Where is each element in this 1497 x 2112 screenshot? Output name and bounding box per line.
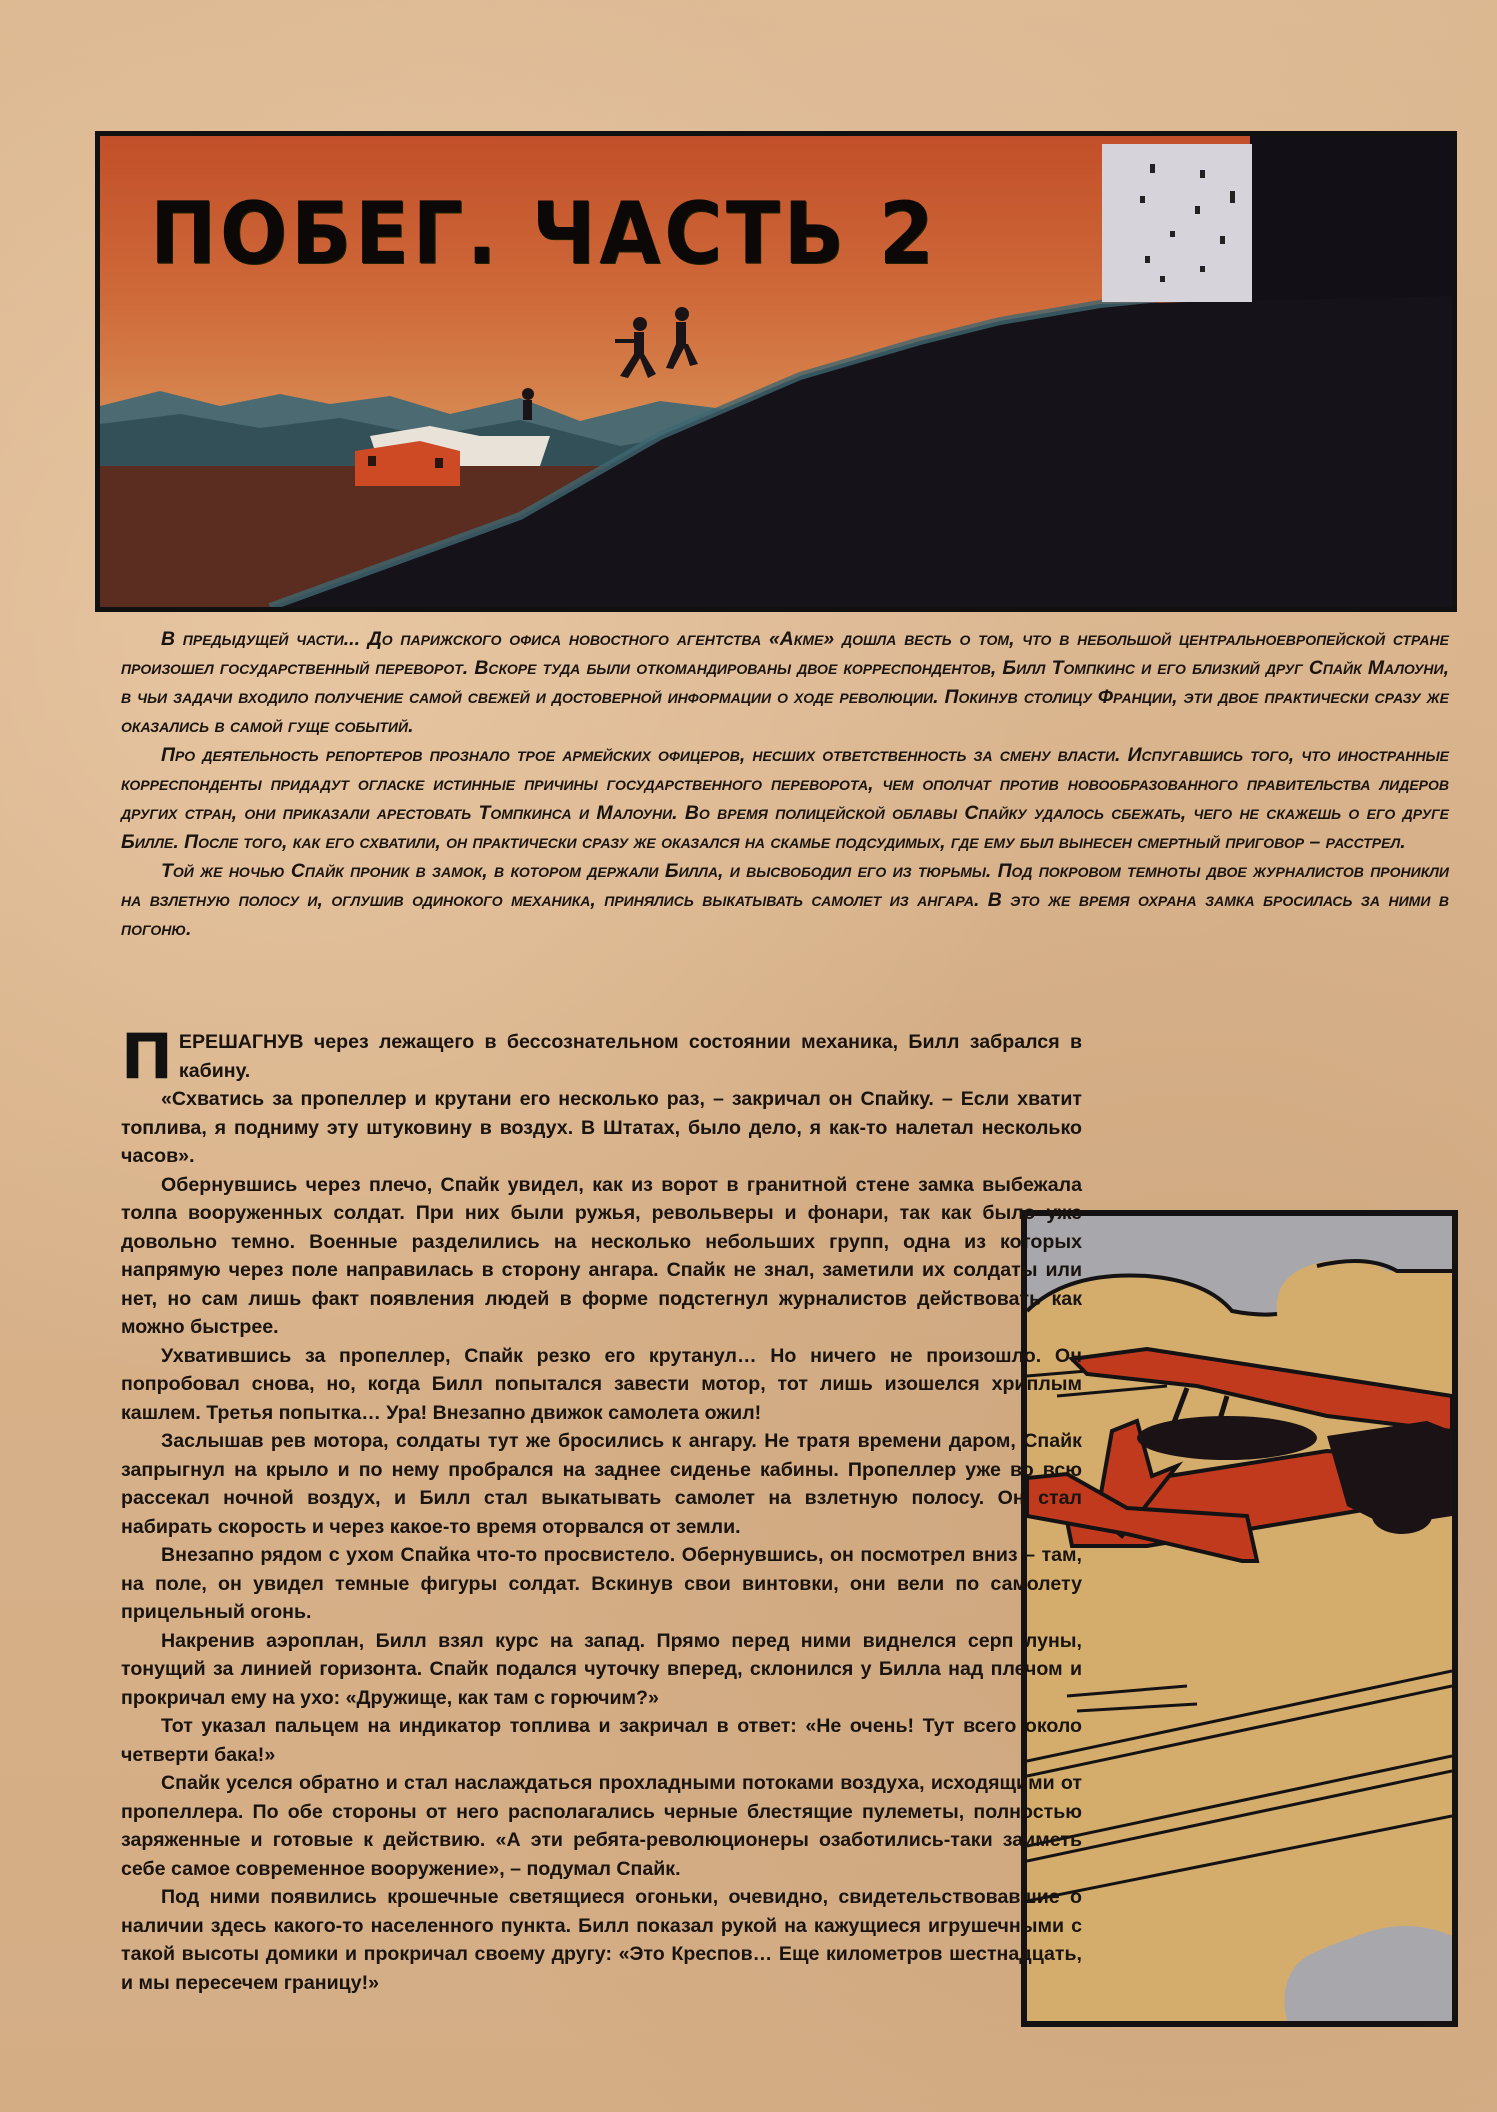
story-paragraph: Под ними появились крошечные светящиеся огоньки, очевидно, свидетельствовавшие о наличии здесь какого-то населенного пункта. Билл показал рукой на кажущиеся игрушечными с такой высоты домики и прокричал своему другу: «Это Креспов… Еще километров шестнадцать, и мы пересечем границу!» [121, 1886, 1082, 1994]
story-body [121, 1020, 1449, 2028]
summary-paragraph: Про деятельность репортеров прознало трое армейских офицеров, несших ответственность за смену власти. Испугавшись того, что иностранные корреспонденты придадут огласке истинные причины государственного переворота, чем ополчат против новообразованного правительства лидеров других стран, они приказали арестовать Томпкинса и Малоуни. Во время полицейской облавы Спайку удалось сбежать, чего не скажешь о его друге Билле. После того, как его схватили, он практически сразу же оказался на скамье подсудимых, где ему был вынесен смертный приговор – расстрел. [121, 744, 1449, 853]
header-banner [95, 131, 1457, 612]
summary-paragraph: Той же ночью Спайк проник в замок, в котором держали Билла, и высвободил его из тюрьмы. Под покровом темноты двое журналистов проникли на взлетную полосу и, оглушив одинокого механика, принялись выкатывать самолет из ангара. В это же время охрана замка бросилась за ними в погоню. [121, 860, 1449, 940]
story-paragraph: Тот указал пальцем на индикатор топлива и закричал в ответ: «Не очень! Тут всего около четверти бака!» [121, 1715, 1082, 1766]
previously-summary [121, 625, 1449, 944]
castle-tower [1102, 144, 1252, 302]
story-paragraph: Заслышав рев мотора, солдаты тут же бросились к ангару. Не тратя времени даром, Спайк запрыгнул на крыло и по нему пробрался на заднее сиденье кабины. Пропеллер уже во всю рассекал ночной воздух, и Билл стал выкатывать самолет на взлетную полосу. Он стал набирать скорость и через какое-то время оторвался от земли. [121, 1430, 1082, 1538]
story-paragraph: «Схватись за пропеллер и крутани его несколько раз, – закричал он Спайку. – Если хватит топлива, я подниму эту штуковину в воздух. В Штатах, было дело, я как-то налетал несколько часов». [121, 1088, 1082, 1167]
story-paragraph: Спайк уселся обратно и стал наслаждаться прохладными потоками воздуха, исходящими от пропеллера. По обе стороны от него располагались черные блестящие пулеметы, полностью заряженные и готовые к действию. «А эти ребята-революционеры озаботились-таки заиметь себе самое современное вооружение», – подумал Спайк. [121, 1772, 1082, 1880]
story-title: ПОБЕГ. ЧАСТЬ 2 [150, 184, 938, 284]
story-paragraph: Накренив аэроплан, Билл взял курс на запад. Прямо перед ними виднелся серп луны, тонущий за линией горизонта. Спайк подался чуточку вперед, склонился у Билла над плечом и прокричал ему на ухо: «Дружище, как там с горючим?» [121, 1629, 1082, 1709]
summary-paragraph: В предыдущей части... До парижского офиса новостного агентства «Акме» дошла весть о том, что в небольшой центральноевропейской стране произошел государственный переворот. Вскоре туда были откомандированы двое корреспондентов, Билл Томпкинс и его близкий друг Спайк Малоуни, в чьи задачи входило получение самой свежей и достоверной информации о ходе революции. Покинув столицу Франции, эти двое практически сразу же оказались в самой гуще событий. [121, 628, 1450, 737]
drop-cap: П [121, 1020, 173, 1093]
illustration-float-spacer [1104, 1208, 1449, 2028]
story-paragraph [121, 1020, 1449, 1093]
story-paragraph: Обернувшись через плечо, Спайк увидел, как из ворот в гранитной стене замка выбежала толпа вооруженных солдат. При них были ружья, револьверы и фонари, так как было уже довольно темно. Военные разделились на несколько небольших групп, одна из которых напрямую через поле направилась в сторону ангара. Спайк не знал, заметили их солдаты или нет, но сам лишь факт появления людей в форме подстегнул журналистов действовать как можно быстрее. [121, 1173, 1082, 1338]
story-paragraph: Ухватившись за пропеллер, Спайк резко его крутанул… Но ничего не произошло. Он попробовал снова, но, когда Билл попытался завести мотор, тот лишь изошелся хриплым кашлем. Третья попытка… Ура! Внезапно движок самолета ожил! [121, 1344, 1082, 1424]
story-paragraph: Внезапно рядом с ухом Спайка что-то просвистело. Обернувшись, он посмотрел вниз – там, на поле, он увидел темные фигуры солдат. Вскинув свои винтовки, они вели по самолету прицельный огонь. [121, 1544, 1082, 1623]
first-paragraph-text: ЕРЕШАГНУВ через лежащего в бессознательном состоянии механика, Билл забрался в кабину. [178, 1031, 1082, 1082]
